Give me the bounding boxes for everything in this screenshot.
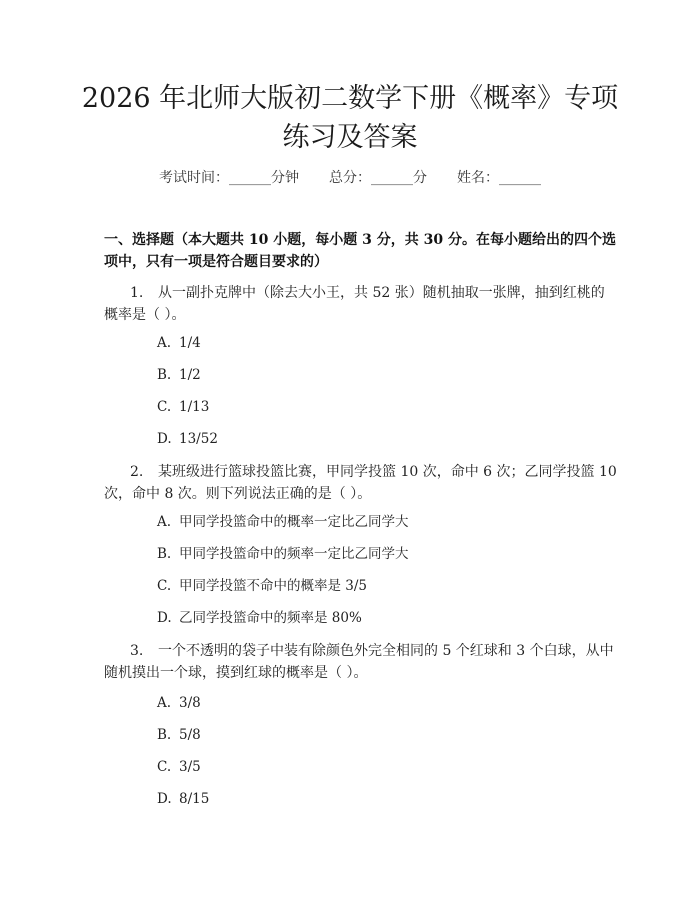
question-1-option-d: D. 13/52 [157,431,218,447]
question-3-stem [104,640,614,684]
question-1-option-c: C. 1/13 [157,399,210,415]
section-heading-multiple-choice [104,229,616,273]
question-text-line-2: 概率是（ ）。 [104,307,186,323]
question-3-option-a: A. 3/8 [157,695,201,711]
question-number: 3. [130,643,144,659]
page-title-line-1: 2026 年北师大版初二数学下册《概率》专项 [81,83,619,114]
question-number: 1. [130,285,144,301]
question-3-option-b: B. 5/8 [157,727,201,743]
question-2-option-d: D. 乙同学投篮命中的频率是 80% [157,610,362,626]
section-heading-line-2: 项中，只有一项是符合题目要求的） [104,254,328,270]
question-text-line-1: 某班级进行篮球投篮比赛，甲同学投篮 10 次，命中 6 次；乙同学投篮 10 [158,464,617,480]
question-text-line-1: 一个不透明的袋子中装有除颜色外完全相同的 5 个红球和 3 个白球，从中 [158,643,614,659]
question-2-option-c: C. 甲同学投篮不命中的概率是 3/5 [157,578,368,594]
question-text-line-2: 次，命中 8 次。则下列说法正确的是（ ）。 [104,486,372,502]
page-title-line-2: 练习及答案 [282,122,418,153]
total-score-label: 总分：______分 [329,170,427,186]
question-text-line-1: 从一副扑克牌中（除去大小王，共 52 张）随机抽取一张牌，抽到红桃的 [158,285,605,301]
student-name-label: 姓名：______ [457,170,541,186]
question-1-stem [104,282,605,326]
question-2-option-a: A. 甲同学投篮命中的概率一定比乙同学大 [157,514,409,530]
exam-info [0,168,700,188]
question-2-stem [104,461,617,505]
question-text-line-2: 随机摸出一个球，摸到红球的概率是（ ）。 [104,665,368,681]
question-3-option-d: D. 8/15 [157,791,210,807]
question-number: 2. [130,464,144,480]
exam-time-label: 考试时间：______分钟 [159,170,299,186]
question-1-option-a: A. 1/4 [157,335,201,351]
section-heading-line-1: 一、选择题（本大题共 10 小题，每小题 3 分，共 30 分。在每小题给出的四个选 [104,232,616,248]
question-3-option-c: C. 3/5 [157,759,201,775]
question-1-option-b: B. 1/2 [157,367,201,383]
question-2-option-b: B. 甲同学投篮命中的频率一定比乙同学大 [157,546,409,562]
